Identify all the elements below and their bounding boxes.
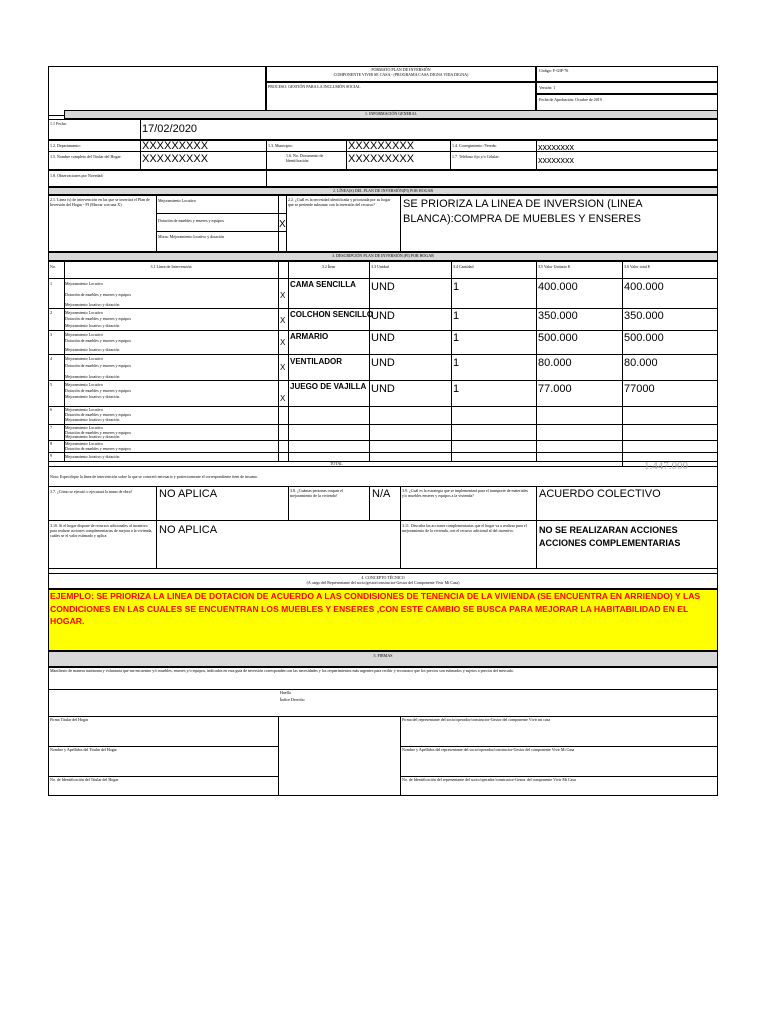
s2-q21: 2.1. Línea (s) de intervención en las que se invertirá el Plan de Inversión del Hogar - PI (Marcar con una X): [50, 197, 150, 207]
row-mark[interactable]: X: [280, 363, 286, 372]
header-title-line2: COMPONENTE VIVIR SE CASA - (PROGRAMA CASA DIGNA VIDA DIGNA): [333, 72, 469, 77]
section4-subtitle: (A cargo del Representante del socio/gestor/constructor-Gestor del Componente Vivir Mi Casa): [306, 580, 460, 585]
s1-telefono-label: 1.7. Teléfono fijo y/o Celular:: [452, 154, 500, 159]
row-total[interactable]: 400.000: [624, 281, 664, 293]
row-cantidad[interactable]: 1: [453, 332, 460, 344]
indice-label: Índice Derecho: [280, 697, 305, 702]
row-mark[interactable]: X: [280, 291, 286, 300]
row-unidad[interactable]: UND: [371, 357, 395, 369]
row-opt1: Mejoramiento Locativo: [65, 407, 103, 412]
row-mark[interactable]: X: [280, 394, 286, 403]
section2-title: 2. LÍNEA(S) DEL PLAN DE INVERSIÓN(PI) POR HOGAR: [48, 187, 718, 195]
row-opt1: Mejoramiento Locativo: [65, 310, 103, 315]
row-opt3: Mejoramiento locativo y dotación: [65, 302, 120, 307]
row-opt3: Mejoramiento locativo y dotación: [65, 394, 120, 399]
row-unit[interactable]: 350.000: [538, 310, 578, 322]
table-row: [48, 331, 718, 354]
s1-div-e: [536, 140, 537, 170]
row-opt3: Mejoramiento locativo y dotación: [65, 374, 120, 379]
q311-label: 3.11. Describa las acciones complementarias que el hogar va a realizar para el mejoramiento de la vivienda, con el recurso adicional al del incentivo: [402, 523, 527, 533]
s3-col-valor-total: 3.6 Valor total $: [624, 264, 650, 269]
table-row: [48, 407, 718, 424]
row-cantidad[interactable]: 1: [453, 383, 460, 395]
header-approval: Fecha de Aprobación: Octubre de 2019: [539, 97, 602, 102]
q-hdiv: [48, 520, 718, 521]
q38-answer[interactable]: N/A: [372, 488, 391, 500]
header-version-box: [536, 82, 718, 94]
header-code: Código: F-GIP-76: [539, 68, 569, 73]
header-version: Versión: 1: [539, 85, 556, 90]
row-opt3: Mejoramiento locativo y dotación: [65, 417, 120, 422]
row-opt2: Dotación de muebles y enseres y equipos: [65, 430, 131, 435]
doc-rep-label: No. de Identificación del representante del socio/operador/constructor-Gestor del componente Vivir Mi Casa: [402, 777, 576, 782]
row-opt2: Dotación de muebles y enseres y equipos: [65, 338, 131, 343]
row-no: 6: [50, 407, 52, 412]
row-unidad[interactable]: UND: [371, 310, 395, 322]
row-item[interactable]: VENTILADOR: [290, 357, 342, 366]
row-mark[interactable]: X: [280, 338, 286, 347]
q311-answer[interactable]: NO SE REALIZARAN ACCIONES ACCIONES COMPLEMENTARIAS: [539, 525, 681, 548]
s3-col-unidad: 3.3 Unidad: [371, 264, 389, 269]
q-div-c: [369, 486, 370, 520]
row-opt2: Dotación de muebles y enseres y equipos: [65, 363, 131, 368]
header-process-text: PROCESO: GESTIÓN PARA LA INCLUSIÓN SOCIAL: [268, 84, 361, 89]
sig-vdiv-a: [278, 716, 279, 796]
s1-municipio-value[interactable]: XXXXXXXXX: [348, 140, 415, 152]
table-row: [48, 453, 718, 461]
s1-observaciones-label: 1.8. Observaciones por Novedad:: [50, 173, 104, 178]
s1-fecha-value[interactable]: 17/02/2020: [142, 123, 198, 135]
sig-rule-2: [48, 716, 718, 717]
row-unidad[interactable]: UND: [371, 332, 395, 344]
s2-div-a: [156, 195, 157, 252]
row-opt1: Mejoramiento Locativo: [65, 281, 103, 286]
nombre-titular-label: Nombre y Apellidos del Titular del Hogar: [50, 747, 117, 752]
sig-rule-1: [48, 689, 718, 690]
s1-nombre-value[interactable]: XXXXXXXXX: [142, 153, 209, 165]
huella-label: Huella: [280, 690, 291, 695]
row-no: 2: [50, 310, 52, 315]
row-unit[interactable]: 77.000: [538, 383, 572, 395]
firma-rep-label: Firma del representante del socio/operador/constructor-Gestor del componente Vivir mi casa: [402, 717, 551, 722]
s2-hdiv-b: [156, 231, 286, 232]
s2-opt3: Mixta: Mejoramiento locativo y dotación: [158, 234, 224, 239]
q310-label: 3.10. Si el hogar dispone de recursos adicionales al incentivo para realizar acciones complementarias de mejora a la vivienda, cuáles se el valor estimado y aplica: [50, 523, 153, 538]
firma-titular-label: Firma Titular del Hogar: [50, 717, 89, 722]
s1-municipio-label: 1.3. Municipio:: [268, 143, 293, 148]
s1-div-d: [450, 140, 451, 170]
row-no: 1: [50, 281, 52, 286]
q37-answer[interactable]: NO APLICA: [159, 488, 218, 500]
s3-col-cantidad: 3.4 Cantidad: [453, 264, 474, 269]
q-div-e: [536, 486, 537, 569]
s3-col-valor-unit: 3.5 Valor Unitario $: [538, 264, 570, 269]
sig-vdiv-b: [400, 716, 401, 796]
row-cantidad[interactable]: 1: [453, 357, 460, 369]
table-row: [48, 425, 718, 440]
s3-total-value: 1.447.000: [644, 460, 688, 472]
header-title-line1: FORMATO PLAN DE INVERSIÓN: [371, 67, 431, 72]
row-opt1: Mejoramiento Locativo: [65, 382, 103, 387]
s3-note: Nota: Especifique la línea de intervención sobre la que se concretó necesario y posteriormente el correspondiente ítem de insumo.: [50, 474, 258, 479]
q39-answer[interactable]: ACUERDO COLECTIVO: [539, 488, 661, 500]
row-opt1: Mejoramiento Locativo: [65, 425, 103, 430]
section5-title: 5. FIRMAS: [48, 651, 718, 667]
row-unidad[interactable]: UND: [371, 383, 395, 395]
table-row: [48, 355, 718, 380]
doc-titular-label: No. de Identificación del Titular del Hogar: [50, 777, 119, 782]
row-item[interactable]: ARMARIO: [290, 332, 329, 341]
row-no: 5: [50, 382, 52, 387]
s2-div-b: [286, 195, 287, 252]
table-row: [48, 381, 718, 406]
row-total[interactable]: 80.000: [624, 357, 658, 369]
row-cantidad[interactable]: 1: [453, 281, 460, 293]
s3-col-linea: 3.1 Línea de Intervención: [150, 264, 192, 269]
row-opt2: Dotación de muebles y enseres y equipos: [65, 292, 131, 297]
q38-label: 3.8. ¿Cuántas personas ocupan el mejoramiento de la vivienda?: [290, 488, 344, 498]
row-unit[interactable]: 80.000: [538, 357, 572, 369]
s2-hdiv-a: [156, 213, 286, 214]
q-div-b: [288, 486, 289, 520]
row-total[interactable]: 350.000: [624, 310, 664, 322]
s1-documento-value[interactable]: XXXXXXXXX: [348, 153, 415, 165]
signature-statement: Manifiesto de manera autónoma y voluntaria que me encuentro y/o muebles, enseres y/o equipos, indicados en esta guía de inversión corresponden con las necesidades y los requerimientos más urgentes para recibir y reconozco que los precios son estimados y sujetos a precios del mercado.: [50, 668, 514, 673]
s1-div-c: [346, 140, 347, 170]
nombre-rep-label: Nombre y Apellidos del representante del socio/operador/constructor-Gestor del componente Vivir Mi Casa: [402, 747, 575, 752]
s2-opt1: Mejoramiento Locativo: [158, 198, 196, 203]
row-opt3: Mejoramiento locativo y dotación: [65, 434, 120, 439]
row-total[interactable]: 500.000: [624, 332, 664, 344]
s2-opt2: Dotación de muebles y enseres y equipos: [158, 218, 224, 223]
row-unidad[interactable]: UND: [371, 281, 395, 293]
section1-title: 1. INFORMACIÓN GENERAL: [64, 110, 718, 119]
row-opt2: Dotación de muebles y enseres y equipos: [65, 316, 131, 321]
s1-div-b: [266, 140, 267, 170]
s3-col-item: 3.2 Ítem: [321, 264, 336, 269]
row-total[interactable]: 77000: [624, 383, 655, 395]
row-item[interactable]: CAMA SENCILLA: [290, 280, 356, 289]
s1-departamento-label: 1.2. Departamento:: [50, 143, 81, 148]
s2-opt2-mark[interactable]: X: [279, 219, 286, 230]
q-div-a: [156, 486, 157, 569]
row-opt3: Mejoramiento locativo y dotación: [65, 323, 120, 328]
s1-telefono-value[interactable]: xxxxxxxx: [538, 155, 574, 165]
s1-div-a: [140, 140, 141, 170]
row-opt2: Dotación de muebles y enseres y equipos: [65, 412, 131, 417]
s2-answer[interactable]: SE PRIORIZA LA LINEA DE INVERSION (LINEA BLANCA):COMPRA DE MUEBLES Y ENSERES: [403, 198, 643, 225]
row-no: 8: [50, 441, 52, 446]
row-no: 3: [50, 332, 52, 337]
s3-total-label: TOTAL: [330, 461, 343, 466]
s1-documento-label: 1.6. No. Documento de Identificación:: [286, 153, 324, 163]
s1-departamento-value[interactable]: XXXXXXXXX: [142, 140, 209, 152]
q-div-d: [400, 486, 401, 569]
q310-answer[interactable]: NO APLICA: [159, 524, 218, 536]
row-no: 9: [50, 453, 52, 458]
header-logo-area: [48, 66, 266, 116]
s1-nombre-label: 1.5. Nombre completo del Titular del Hogar:: [50, 154, 122, 159]
row-item[interactable]: JUEGO DE VAJILLA: [290, 382, 367, 391]
row-item[interactable]: COLCHON SENCILLO: [290, 310, 374, 319]
s1-fecha-label: 1.1 Fecha:: [50, 121, 67, 126]
row-opt1: Mejoramiento Locativo: [65, 356, 103, 361]
row-opt2: Dotación de muebles y enseres y equipos: [65, 446, 131, 451]
row-cantidad[interactable]: 1: [453, 310, 460, 322]
table-row: [48, 309, 718, 330]
s2-q22: 2.2. ¿Cuál es la necesidad identificada y priorizada por su hogar que se pretende subsanar con la inversión del recurso?: [288, 197, 391, 207]
row-opt1: Mejoramiento Locativo: [65, 441, 103, 446]
row-mark[interactable]: X: [280, 316, 286, 325]
table-row: [48, 441, 718, 452]
s1-corregimiento-label: 1.4. Corregimiento /Vereda:: [452, 143, 497, 148]
q39-label: 3.9. ¿Cuál es la estrategia que se implementará para el transporte de materiales y/o muebles enseres y equipos a la vivienda?: [402, 488, 528, 498]
s3-row-rule-9: [48, 461, 718, 462]
row-no: 4: [50, 356, 52, 361]
section4-title: 4. CONCEPTO TÉCNICO: [361, 575, 405, 580]
q37-label: 3.7. ¿Cómo se ejecutó o ejecutará la mano de obra?: [50, 489, 133, 494]
row-unit[interactable]: 400.000: [538, 281, 578, 293]
s1-observaciones-cell: [48, 170, 718, 187]
s3-col-no: No.: [50, 264, 56, 269]
s2-div-c: [400, 195, 401, 252]
concept-text[interactable]: EJEMPLO: SE PRIORIZA LA LINEA DE DOTACION DE ACUERDO A LAS CONDISIONES DE TENENCIA DE LA VIVIENDA (SE ENCUENTRA EN ARRIENDO) Y LAS CONDICIONES EN LAS CUALES SE ENCUENTRAN LOS MUEBLES Y ENSERES ,CON ESTE CAMBIO SE BUSCA PARA MEJORAR LA HABITABILIDAD EN EL HOGAR.: [50, 591, 701, 626]
row-opt1: Mejoramiento Locativo: [65, 332, 103, 337]
s1-obs-div: [266, 170, 267, 187]
table-row: [48, 279, 718, 308]
row-opt3: Mejoramiento locativo y dotación: [65, 347, 120, 352]
s1-fecha-divider: [140, 119, 141, 140]
s1-corregimiento-value[interactable]: xxxxxxxx: [538, 142, 574, 152]
row-opt3: Mejoramiento locativo y dotación: [65, 454, 120, 459]
row-unit[interactable]: 500.000: [538, 332, 578, 344]
section3-title: 3. DESCRIPCIÓN PLAN DE INVERSIÓN (PI) POR HOGAR: [48, 252, 718, 261]
row-no: 7: [50, 425, 52, 430]
row-opt2: Dotación de muebles y enseres y equipos: [65, 388, 131, 393]
